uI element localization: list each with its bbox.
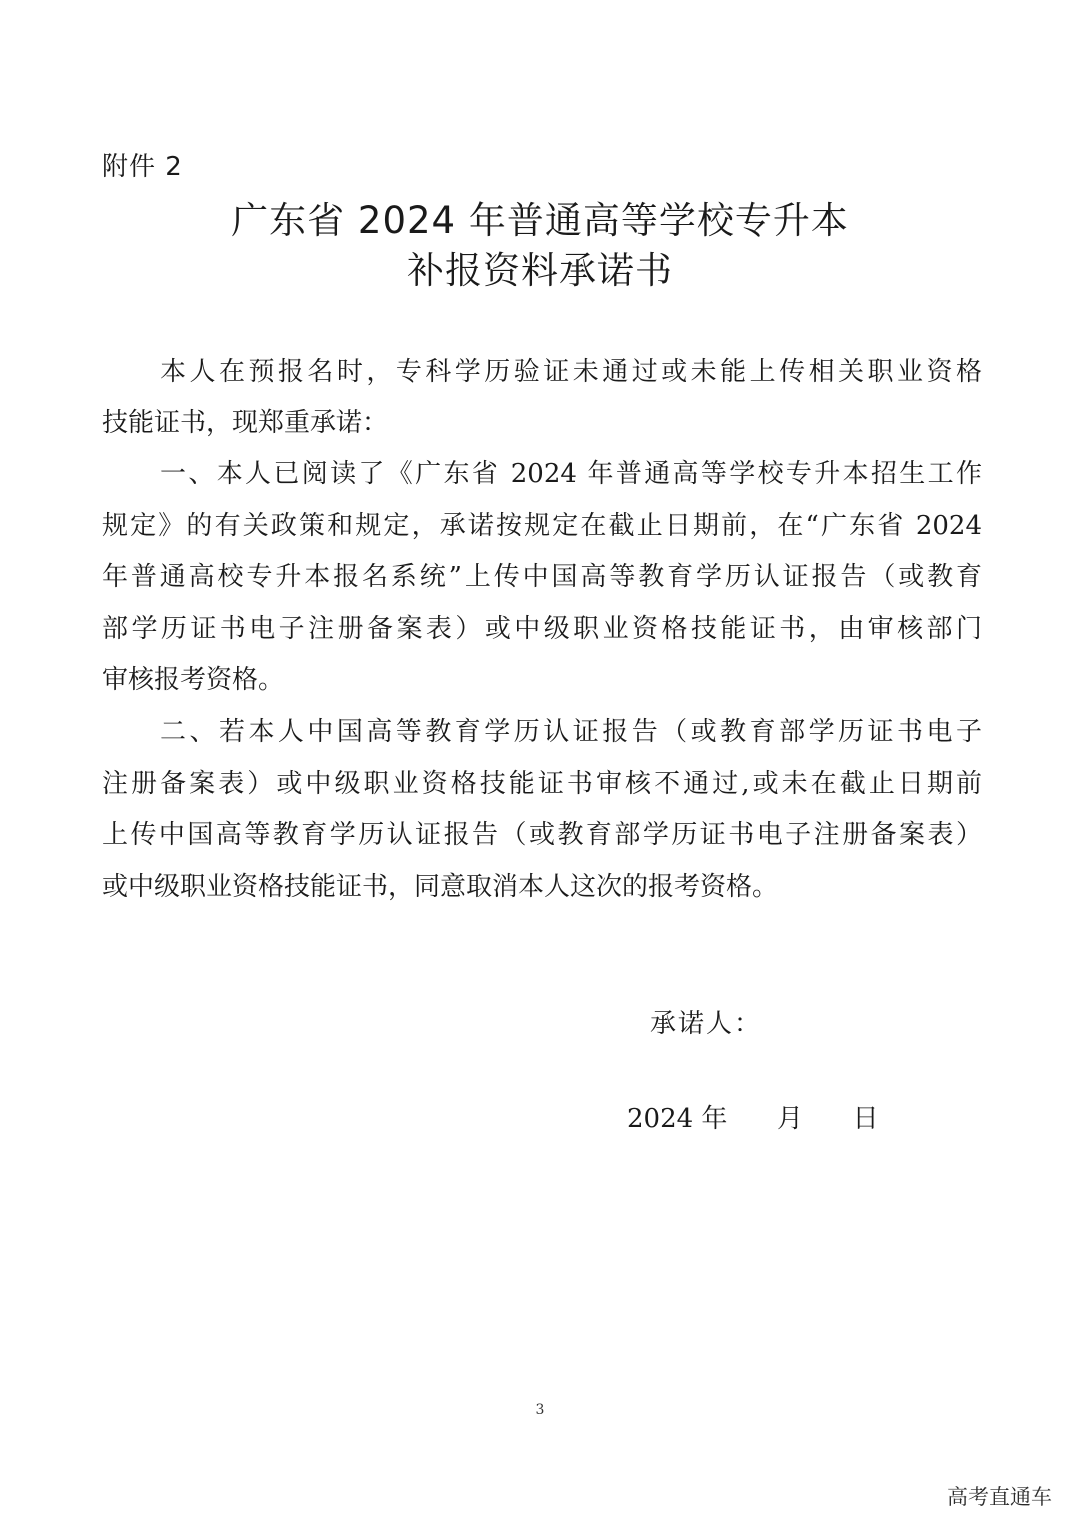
body-line: 技能证书，现郑重承诺： — [102, 408, 389, 438]
body-line: 二、若本人中国高等教育学历认证报告（或教育部学历证书电子 — [160, 717, 982, 747]
document-title-line-2: 补报资料承诺书 — [407, 249, 673, 292]
body-line: 一、本人已阅读了《广东省 2024 年普通高等学校专升本招生工作 — [160, 459, 982, 489]
body-line: 部学历证书电子注册备案表）或中级职业资格技能证书，由审核部门 — [102, 614, 982, 644]
body-line: 注册备案表）或中级职业资格技能证书审核不通过,或未在截止日期前 — [102, 769, 982, 799]
date-line: 2024 年 月 日 — [627, 1104, 879, 1134]
body-line: 或中级职业资格技能证书，同意取消本人这次的报考资格。 — [102, 872, 779, 902]
body-line: 规定》的有关政策和规定，承诺按规定在截止日期前，在“广东省 2024 — [102, 511, 982, 541]
body-line: 年普通高校专升本报名系统”上传中国高等教育学历认证报告（或教育 — [102, 562, 982, 592]
body-line: 审核报考资格。 — [102, 665, 285, 695]
document-title-line-1: 广东省 2024 年普通高等学校专升本 — [231, 199, 849, 242]
attachment-label: 附件 2 — [102, 152, 183, 182]
watermark-text: 高考直通车 — [947, 1485, 1052, 1509]
body-line: 本人在预报名时，专科学历验证未通过或未能上传相关职业资格 — [160, 357, 982, 387]
signer-label: 承诺人： — [650, 1009, 763, 1039]
page-number: 3 — [535, 1402, 545, 1418]
body-line: 上传中国高等教育学历认证报告（或教育部学历证书电子注册备案表） — [102, 820, 982, 850]
